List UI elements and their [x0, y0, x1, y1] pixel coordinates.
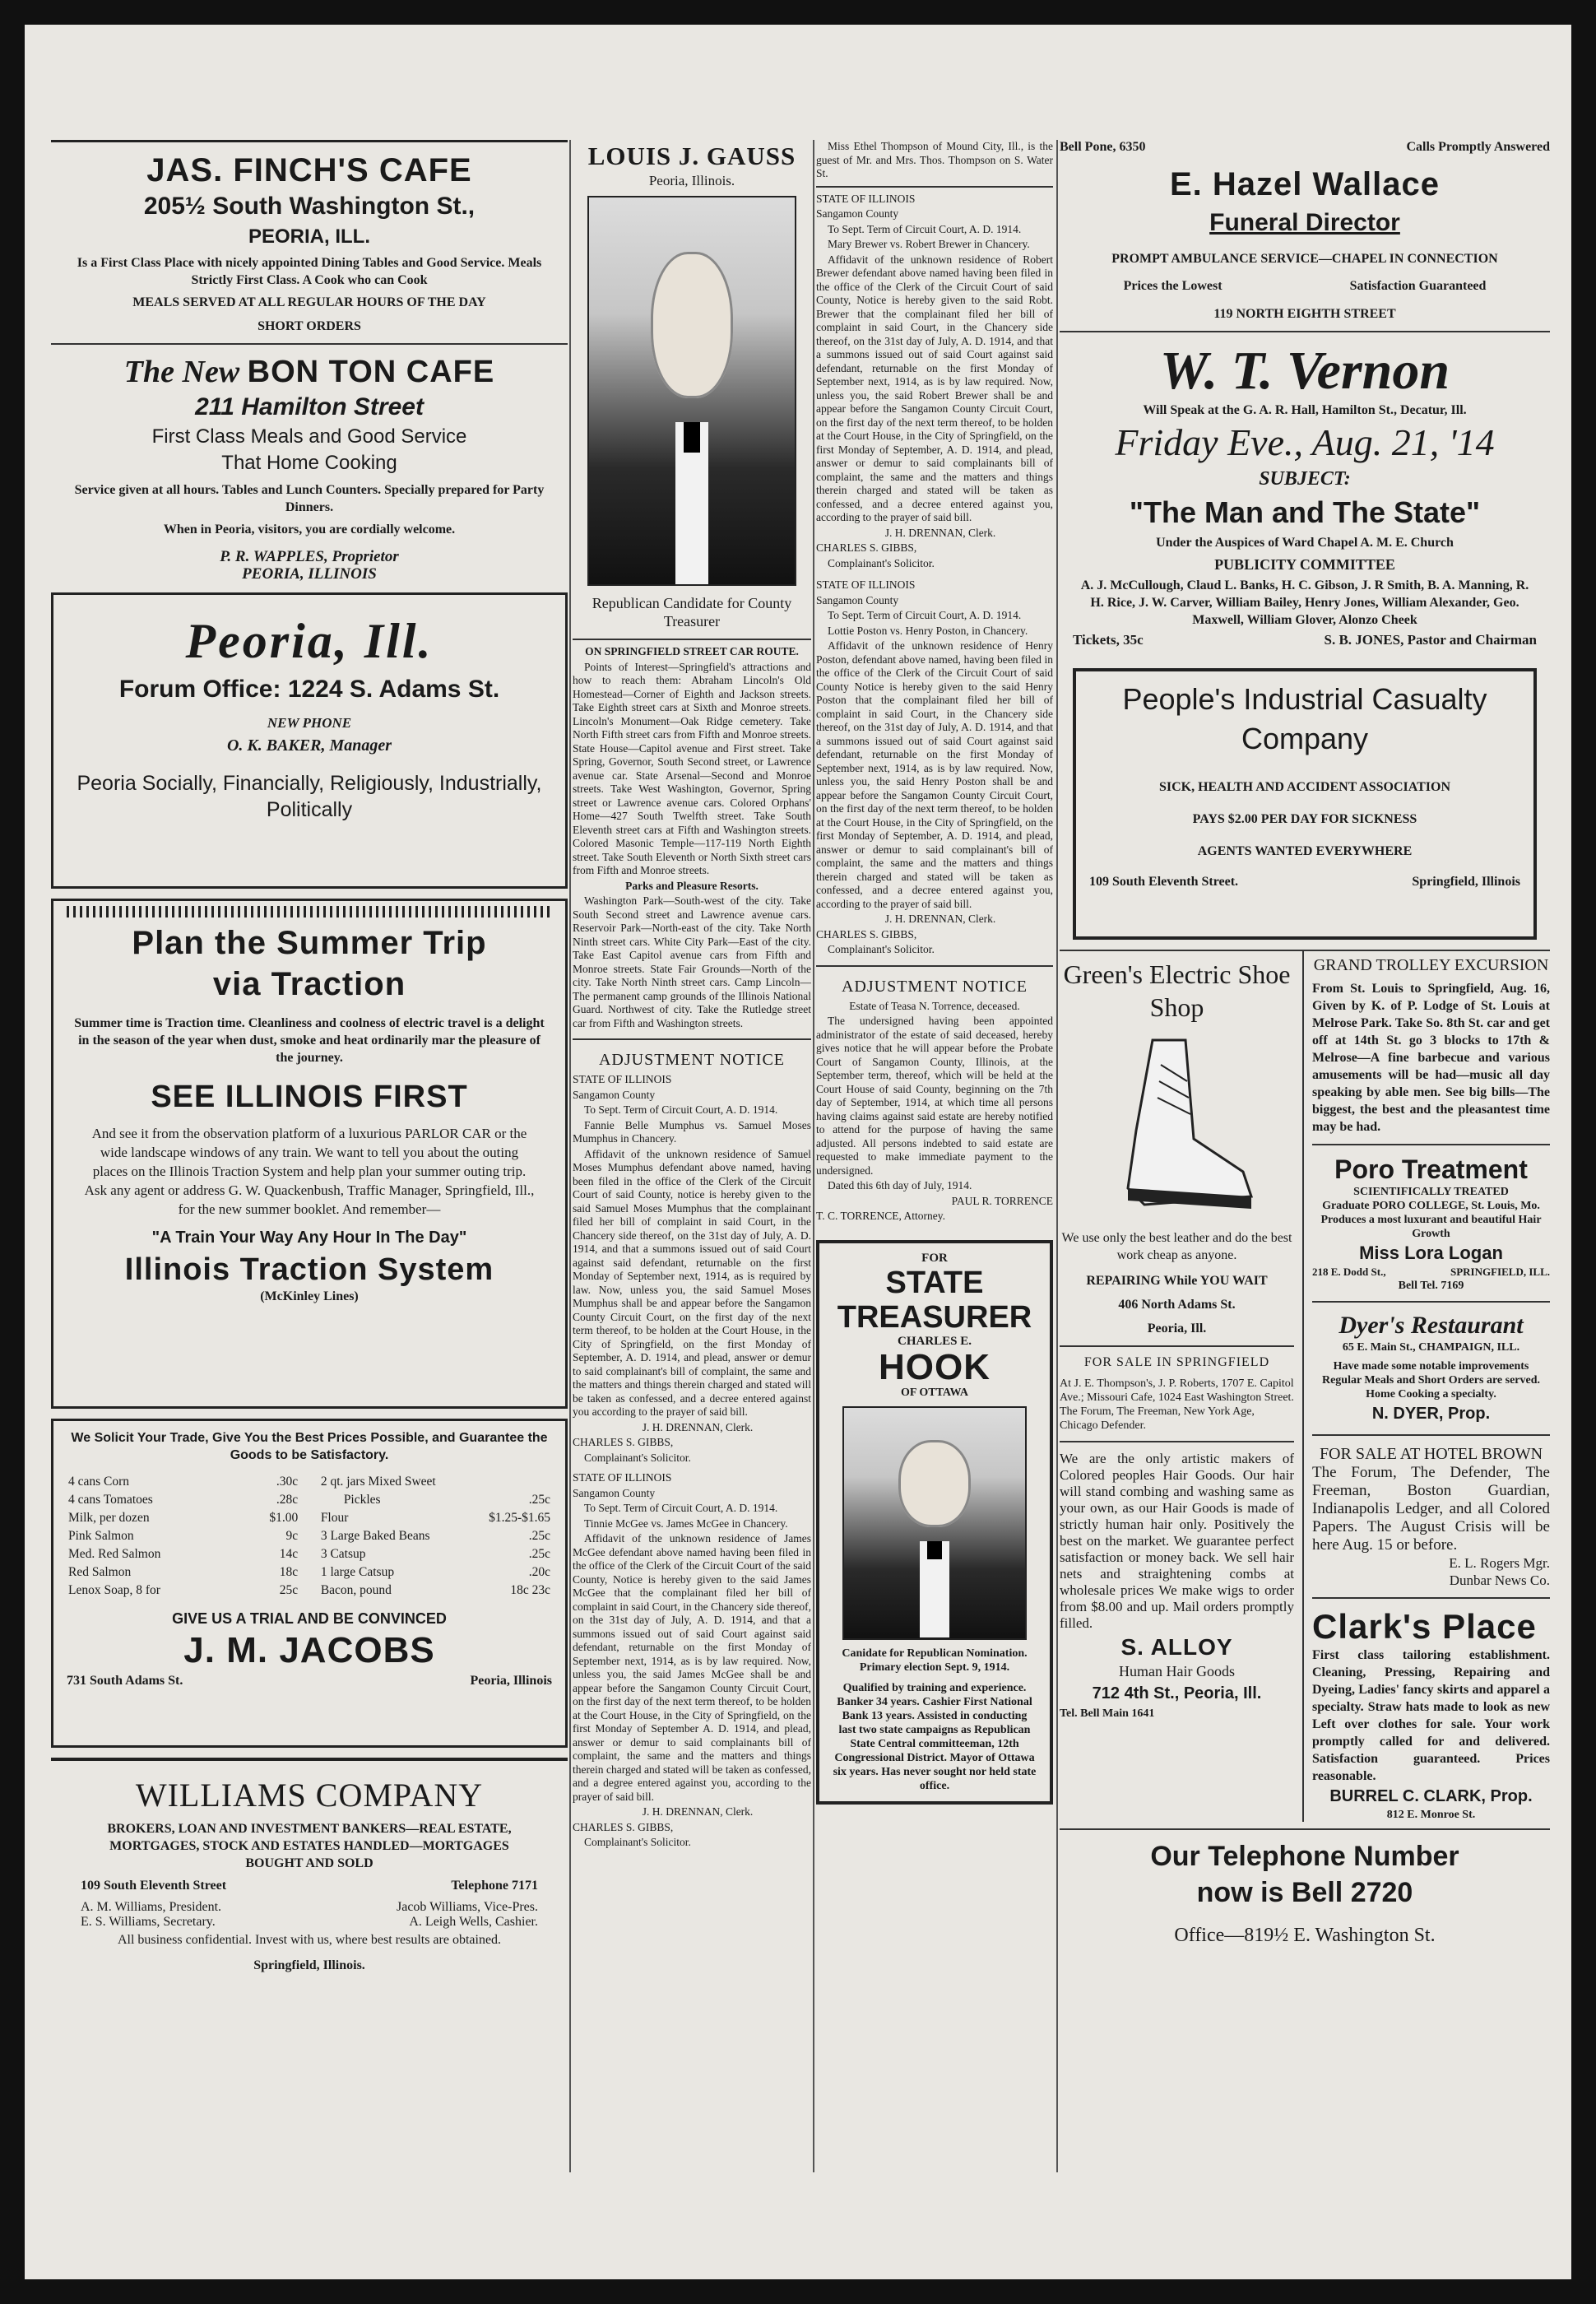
- williams-address: 109 South Eleventh Street: [81, 1879, 227, 1893]
- williams-city: Springfield, Illinois.: [253, 1958, 365, 1972]
- price-row: 4 cans Corn .30c: [68, 1475, 299, 1489]
- telephone-line1: Our Telephone Number: [1150, 1841, 1459, 1872]
- case-title: Tinnie McGee vs. James McGee in Chancery.: [584, 1517, 788, 1530]
- clark-ad: [1312, 1607, 1550, 1822]
- wallace-satisfaction: Satisfaction Guaranteed: [1349, 279, 1487, 293]
- poston-notice: [816, 578, 1053, 957]
- jacobs-intro: We Solicit Your Trade, Give You the Best Prices Possible, and Guarantee the Goods to be Satisfactory.: [71, 1431, 548, 1462]
- term-line: To Sept. Term of Circuit Court, A. D. 1914.: [584, 1103, 778, 1116]
- notice-body: Affidavit of the unknown residence of James McGee defendant above named having been filed in the office of the Clerk of the Circuit Court of the said County, Notice is hereby given to the said James McGee that the complainant filed her bill of complaint in said Court, in the Chancery side thereof, on the 31st day of July, A. D. 1914, and that a summons issued out of said Court against said defendant, returnable on the first Monday of September next, 1914, as is by law required. Now, unless you, the said James McGee shall be and appear before the Sangamon County Circuit Court, on the first day of the next term thereof, to be holden at the Court House, in the City of Springfield, on the first Monday of September A. D. 1914, and plead, answer or demur to said complainants bill of complaint, the same and the matters and things therein charged and stated will be taken as confessed, and a degree entered against you, according to the prayer of said bill.: [573, 1532, 811, 1803]
- vernon-tickets: Tickets, 35c: [1073, 632, 1144, 648]
- term-line: To Sept. Term of Circuit Court, A. D. 1914.: [584, 1502, 778, 1514]
- hook-caption: Canidate for Republican Nomination. Primary election Sept. 9, 1914.: [842, 1647, 1028, 1674]
- trolley-text: From St. Louis to Springfield, Aug. 16, Given by K. of P. Lodge of St. Louis at Melrose Park. Take So. 8th St. car and get off at 14th St. go 3 blocks to 17th & Melrose—A fine barbecue and various amusements will be had—music all day speaking by able men. See big bills—The biggest, the best and the pleasantest time may be had.: [1312, 982, 1550, 1134]
- county-label: Sangamon County: [816, 207, 899, 220]
- state-label: STATE OF ILLINOIS: [573, 1471, 672, 1484]
- column-4: [1060, 140, 1550, 2172]
- williams-note: All business confidential. Invest with us, where best results are obtained.: [117, 1933, 502, 1947]
- telephone-office: Office—819½ E. Washington St.: [1174, 1925, 1436, 1946]
- peoples-line2: PAYS $2.00 PER DAY FOR SICKNESS: [1192, 812, 1417, 826]
- clerk-signature: J. H. DRENNAN, Clerk.: [642, 1805, 754, 1818]
- wallace-ad: [1060, 140, 1550, 323]
- case-title: Lottie Poston vs. Henry Poston, in Chancery.: [828, 624, 1028, 637]
- wallace-title: Funeral Director: [1209, 209, 1400, 236]
- newspaper-page: [25, 25, 1571, 2279]
- jacobs-name: J. M. JACOBS: [183, 1630, 435, 1670]
- county-label: Sangamon County: [573, 1088, 656, 1101]
- wallace-prices: Prices the Lowest: [1123, 279, 1223, 293]
- williams-phone: Telephone 7171: [451, 1879, 538, 1893]
- price-row: Bacon, pound 18c 23c: [320, 1583, 550, 1597]
- poro-tel: Bell Tel. 7169: [1398, 1280, 1464, 1292]
- price-row: 3 Large Baked Beans .25c: [320, 1529, 550, 1543]
- forsale-springfield: [1060, 1355, 1294, 1433]
- trolley-title: GRAND TROLLEY EXCURSION: [1313, 956, 1549, 974]
- solicitor-title: Complainant's Solicitor.: [828, 556, 935, 569]
- williams-desc: BROKERS, LOAN AND INVESTMENT BANKERS—REAL ESTATE, MORTGAGES, STOCK AND ESTATES HANDLED—MORTGAGES BOUGHT AND SOLD: [107, 1822, 512, 1870]
- greek-key-border: [67, 906, 552, 917]
- peoples-city: Springfield, Illinois: [1412, 875, 1520, 889]
- vernon-committee: PUBLICITY COMMITTEE: [1214, 556, 1395, 573]
- vernon-ad: [1060, 341, 1550, 648]
- notice-body: Affidavit of the unknown residence of Robert Brewer defendant above named having been filed in the office of the Clerk of the Circuit Court of said County, Notice is hereby given to the said Robt. Brewer that the complainant filed her bill of complaint in said Court, in the Chancery side thereof, on the 31st day of July, A. D. 1914, and that a summons issued out of said Court against said defendant, returnable on the first Monday of September next, 1914, as is by law required. Now, unless you, the said Robert Brewer shall be and appear before the Sangamon County Circuit Court, on the first day of the next term thereof, to be holden at the Court House, in the City of Springfield, on the first Monday of September, A. D. 1914, and plead, answer or demur to said complainants bill of complaint, the same and the matters and things therein charged and stated will be taken as confessed, and a decree entered against you, according to the prayer of said bill.: [816, 253, 1053, 523]
- brewer-notice: [816, 193, 1053, 571]
- traction-text1: Summer time is Traction time. Cleanliness and coolness of electric travel is a delight in the season of the year when dust, smoke and heat ordinarily mar the pleasure of the journey.: [74, 1016, 545, 1065]
- gauss-portrait: [587, 196, 796, 586]
- finch-address: 205½ South Washington St.,: [143, 193, 476, 220]
- price-row: 3 Catsup .25c: [320, 1547, 550, 1561]
- price-row: 4 cans Tomatoes .28c: [68, 1493, 299, 1507]
- adjustment-title: ADJUSTMENT NOTICE: [598, 1051, 786, 1069]
- traction-system: Illinois Traction System: [124, 1252, 494, 1287]
- clark-prop: BURREL C. CLARK, Prop.: [1329, 1787, 1533, 1805]
- wallace-phone: Bell Pone, 6350: [1060, 140, 1146, 154]
- shoe-city: Peoria, Ill.: [1147, 1322, 1207, 1335]
- alloy-tel: Tel. Bell Main 1641: [1060, 1707, 1155, 1720]
- streetcar-text: Points of Interest—Springfield's attractions and how to reach them: Abraham Lincoln's Old Homestead—Corner of Eighth and Jackson streets. Take Eighth street cars at Sixth and Monroe streets. Lincoln's Monument—Oak Ridge cemetery. Take North Fifth street cars from Fifth and Monroe streets. State House—Capitol avenue and First street. Take Spring, Governor, South Second street, or Lawrence avenue car. State Arsenal—Second and Monroe streets. Take West Washington, Governor, Spring street or Lawrence avenue cars. Colored Orphans' Home—427 South Twelfth street. Take South Eleventh street cars at Fifth and Washington streets. Colored Masonic Temple—117-119 North Eighth street. Take South Eleventh or North Sixth street cars from Fifth and Monroe streets.: [573, 660, 811, 876]
- solicitor-name: CHARLES S. GIBBS,: [816, 541, 917, 554]
- forsale-hotel-mgr: E. L. Rogers Mgr.: [1449, 1555, 1550, 1571]
- gauss-caption: Republican Candidate for County Treasurer: [592, 595, 792, 629]
- williams-vice-president: Jacob Williams, Vice-Pres.: [397, 1900, 538, 1914]
- peoples-address: 109 South Eleventh Street.: [1089, 875, 1239, 889]
- bonton-welcome: When in Peoria, visitors, you are cordially welcome.: [163, 523, 456, 537]
- hook-bio: Qualified by training and experience. Banker 34 years. Cashier First National Bank 13 years. Assisted in conducting last two state campaigns as Republican State Central committeeman, 12th Congressional District. Mayor of Ottawa six years. Has never sought nor held state office.: [833, 1681, 1037, 1792]
- jacobs-city: Peoria, Illinois: [470, 1674, 552, 1688]
- right-subcolumn: [1312, 951, 1550, 1822]
- finch-city: PEORIA, ILL.: [248, 225, 370, 248]
- parks-title: Parks and Pleasure Resorts.: [625, 879, 759, 892]
- vernon-pastor: S. B. JONES, Pastor and Chairman: [1324, 632, 1537, 648]
- finch-cafe-ad: [51, 140, 568, 335]
- column-3: [816, 140, 1053, 2172]
- price-row: Flour $1.25-$1.65: [320, 1511, 550, 1525]
- bonton-name: BON TON CAFE: [247, 355, 495, 389]
- bonton-line1: First Class Meals and Good Service: [151, 425, 467, 448]
- shoe-title: Green's Electric Shoe Shop: [1063, 959, 1291, 1022]
- clark-text: First class tailoring establishment. Cleaning, Pressing, Repairing and Dyeing, Ladies' fancy skirts and apparel a specialty. Straw hats made to look as new Left over clothes for sale. Your work promptly called for and delivered. Satisfaction guaranteed. Prices reasonable.: [1312, 1648, 1550, 1783]
- shoe-icon: [1095, 1032, 1260, 1221]
- finch-short: SHORT ORDERS: [257, 319, 361, 333]
- jacobs-price-list-left: [67, 1472, 299, 1600]
- hook-office: STATE TREASURER: [837, 1265, 1032, 1335]
- parks-text: Washington Park—South-west of the city. Take South Second street and Lawrence avenue cars. Reservoir Park—North-east of the city. Take North Ninth street cars. White City Park—East of the city. Take East Capitol avenue cars from Fifth and Monroe streets. State Fair Grounds—North of the city. Take North Ninth street cars. Camp Lincoln—The permanent camp grounds of the Illinois National Guard. Northwest of city. Take the Rutledge street car from Fifth and Washington streets.: [573, 894, 811, 1029]
- poro-title: Poro Treatment: [1334, 1154, 1528, 1184]
- shoe-repair: REPAIRING While YOU WAIT: [1086, 1274, 1268, 1288]
- case-title: Mary Brewer vs. Robert Brewer in Chancery.: [828, 238, 1030, 250]
- hook-of: OF OTTAWA: [900, 1386, 969, 1399]
- clerk-signature: J. H. DRENNAN, Clerk.: [884, 913, 996, 925]
- shoe-ad: [1060, 958, 1294, 1337]
- clark-address: 812 E. Monroe St.: [1386, 1809, 1476, 1821]
- forsale-hotel-title: FOR SALE AT HOTEL BROWN: [1319, 1445, 1543, 1463]
- traction-title2: via Traction: [212, 966, 406, 1002]
- williams-name: WILLIAMS COMPANY: [135, 1777, 484, 1814]
- solicitor-title: Complainant's Solicitor.: [584, 1836, 691, 1848]
- williams-ad: [51, 1758, 568, 1982]
- alloy-address: 712 4th St., Peoria, Ill.: [1092, 1684, 1262, 1702]
- poro-sub: SCIENTIFICALLY TREATED: [1353, 1186, 1509, 1198]
- telephone-notice: [1060, 1828, 1550, 1952]
- mcgee-notice: [573, 1471, 811, 1850]
- county-label: Sangamon County: [816, 593, 899, 606]
- estate-name: Estate of Teasa N. Torrence, deceased.: [849, 999, 1020, 1012]
- alloy-name: S. ALLOY: [1120, 1634, 1233, 1660]
- streetcar-title: ON SPRINGFIELD STREET CAR ROUTE.: [585, 645, 799, 657]
- case-title: Fannie Belle Mumphus vs. Samuel Moses Mumphus in Chancery.: [573, 1118, 811, 1145]
- solicitor-name: CHARLES S. GIBBS,: [816, 927, 917, 941]
- forsale-spfld-text: At J. E. Thompson's, J. P. Roberts, 1707 E. Capitol Ave.; Missouri Cafe, 1024 East Washington Street. The Forum, The Freeman, New York Age, Chicago Defender.: [1060, 1377, 1294, 1432]
- thompson-text: Miss Ethel Thompson of Mound City, Ill., is the guest of Mr. and Mrs. Thos. Thompson on S. Water St.: [816, 140, 1053, 179]
- telephone-line2: now is Bell 2720: [1196, 1877, 1413, 1908]
- adjustment-title: ADJUSTMENT NOTICE: [841, 977, 1028, 996]
- dyer-ad: [1312, 1311, 1550, 1426]
- price-row: 2 qt. jars Mixed Sweet: [320, 1475, 436, 1489]
- clark-title: Clark's Place: [1312, 1607, 1537, 1646]
- hook-for: FOR: [921, 1251, 948, 1265]
- price-row: 1 large Catsup .20c: [320, 1565, 550, 1579]
- alloy-sub: Human Hair Goods: [1119, 1663, 1235, 1679]
- dyer-title: Dyer's Restaurant: [1339, 1312, 1524, 1339]
- state-label: STATE OF ILLINOIS: [573, 1073, 672, 1085]
- traction-ad: [51, 899, 568, 1409]
- jacobs-address: 731 South Adams St.: [67, 1674, 183, 1688]
- hook-portrait: [842, 1406, 1027, 1640]
- administrator-name: PAUL R. TORRENCE: [951, 1194, 1053, 1207]
- alloy-ad: [1060, 1451, 1294, 1721]
- wallace-name: E. Hazel Wallace: [1170, 166, 1440, 202]
- notice-body: The undersigned having been appointed administrator of the estate of said deceased, hereby gives notice that he will appear before the Probate Court of Sangamon County, Illinois, at the September term, thereof, which will be held at the Court House of said County, beginning on the 7th day of September, 1914, at which time all persons having claims against said estate are hereby notified to attend for the purpose of having the same adjusted. All persons indebted to said estate are requested to make immediate payment to the undersigned.: [816, 1015, 1053, 1177]
- wallace-service: PROMPT AMBULANCE SERVICE—CHAPEL IN CONNECTION: [1111, 252, 1498, 266]
- notice-body: Affidavit of the unknown residence of Samuel Moses Mumphus defendant above named, having been filed in the office of the Clerk of the Circuit Court of said County, notice is hereby given to the said Samuel Moses Mumphus that the complainant filed her bill of complaint in said Court, in the Chancery side thereof, on the 31st day of July, A. D. 1914, and that a summons issued out of said Court against said defendant, returnable on the first Monday of September next, 1914, as is required by law. Now, unless you, the said Samuel Moses Mumphus shall be and appear before the Sangamon County Circuit Court, on the first day of the next term thereof, to be holden at the Court House, in the City of Springfield, on the first Monday of September, A. D. 1914, and plead, answer or demur to said complainant's bill of complaint, the same and the matters and things therein charged and stated will be taken as confessed, and a decree entered against you according to the prayer of said bill.: [573, 1147, 811, 1418]
- state-label: STATE OF ILLINOIS: [816, 578, 916, 591]
- peoples-ad: [1073, 668, 1537, 940]
- finch-name: JAS. FINCH'S CAFE: [146, 152, 472, 188]
- solicitor-title: Complainant's Solicitor.: [828, 943, 935, 955]
- forsale-hotel-co: Dunbar News Co.: [1449, 1572, 1550, 1588]
- notice-date: Dated this 6th day of July, 1914.: [828, 1179, 972, 1191]
- jacobs-ad: [51, 1419, 568, 1748]
- torrence-notice: [816, 975, 1053, 1224]
- hook-ad: [816, 1240, 1053, 1805]
- bonton-cafe-ad: [51, 353, 568, 583]
- traction-see: SEE ILLINOIS FIRST: [151, 1080, 468, 1114]
- gauss-name: LOUIS J. GAUSS: [587, 142, 796, 170]
- dyer-prop: N. DYER, Prop.: [1371, 1405, 1491, 1423]
- dyer-address: 65 E. Main St., CHAMPAIGN, ILL.: [1342, 1341, 1520, 1354]
- price-row: Pink Salmon 9c: [68, 1529, 299, 1543]
- hook-last: HOOK: [879, 1346, 991, 1387]
- state-label: STATE OF ILLINOIS: [816, 192, 916, 205]
- dyer-text: Have made some notable improvements Regular Meals and Short Orders are served. Home Cooking a specialty.: [1321, 1360, 1541, 1401]
- solicitor-name: CHARLES S. GIBBS,: [573, 1820, 674, 1833]
- streetcar-article: [573, 645, 811, 1030]
- column-rule: [813, 140, 814, 2172]
- forum-office: Forum Office: 1224 S. Adams St.: [118, 676, 500, 703]
- bonton-line2: That Home Cooking: [221, 452, 397, 474]
- clerk-signature: J. H. DRENNAN, Clerk.: [884, 526, 996, 539]
- vernon-date: Friday Eve., Aug. 21, '14: [1115, 421, 1495, 463]
- solicitor-name: CHARLES S. GIBBS,: [573, 1436, 674, 1448]
- term-line: To Sept. Term of Circuit Court, A. D. 1914.: [828, 609, 1022, 621]
- price-row: Lenox Soap, 8 for 25c: [68, 1583, 299, 1597]
- wallace-address: 119 NORTH EIGHTH STREET: [1213, 307, 1396, 321]
- price-row: Pickles .25c: [343, 1493, 550, 1507]
- shoe-text: We use only the best leather and do the best work cheap as anyone.: [1061, 1231, 1292, 1262]
- jacobs-trial: GIVE US A TRIAL AND BE CONVINCED: [172, 1610, 447, 1627]
- clerk-signature: J. H. DRENNAN, Clerk.: [642, 1420, 754, 1433]
- mumphus-notice: [573, 1048, 811, 1465]
- forum-tagline: Peoria Socially, Financially, Religiously, Industrially, Politically: [77, 772, 542, 821]
- forum-ad: [51, 592, 568, 889]
- bonton-proprietor: P. R. WAPPLES, Proprietor: [220, 548, 399, 565]
- jacobs-price-list-right: [319, 1472, 552, 1600]
- column-rule: [1056, 140, 1058, 2172]
- vernon-name: W. T. Vernon: [1159, 341, 1450, 401]
- hook-first: CHARLES E.: [897, 1334, 972, 1348]
- williams-president: A. M. Williams, President.: [81, 1900, 222, 1914]
- peoples-line1: SICK, HEALTH AND ACCIDENT ASSOCIATION: [1158, 780, 1451, 794]
- shoe-illustration: [1060, 1024, 1294, 1229]
- wallace-calls: Calls Promptly Answered: [1406, 140, 1550, 154]
- bonton-street: 211 Hamilton Street: [195, 393, 424, 420]
- column-rule: [569, 140, 571, 2172]
- price-row: Red Salmon 18c: [68, 1565, 299, 1579]
- williams-cashier: A. Leigh Wells, Cashier.: [409, 1915, 538, 1929]
- traction-slogan: "A Train Your Way Any Hour In The Day": [151, 1229, 467, 1247]
- peoples-name: People's Industrial Casualty Company: [1122, 682, 1487, 755]
- bonton-name-pre: The New: [123, 355, 240, 389]
- forsale-spfld-title: FOR SALE IN SPRINGFIELD: [1083, 1355, 1270, 1369]
- shoe-address: 406 North Adams St.: [1118, 1298, 1236, 1312]
- bonton-location: PEORIA, ILLINOIS: [242, 565, 377, 583]
- traction-lines: (McKinley Lines): [260, 1289, 359, 1303]
- poro-prod: Produces a most luxurant and beautiful Hair Growth: [1320, 1214, 1542, 1240]
- column-1: [51, 140, 568, 2172]
- finch-desc: Is a First Class Place with nicely appointed Dining Tables and Good Service. Meals Strictly First Class. A Cook who can Cook: [77, 256, 542, 287]
- forum-manager: O. K. BAKER, Manager: [226, 736, 392, 755]
- traction-text2: And see it from the observation platform of a luxurious PARLOR CAR or the wide landscape windows of any train. We want to tell you about the outing places on the Illinois Traction System and help plan your summer outing trip. Ask any agent or address G. W. Quackenbush, Traffic Manager, Springfield, Ill., for the new summer booklet. And remember—: [84, 1126, 535, 1217]
- solicitor-title: Complainant's Solicitor.: [584, 1451, 691, 1464]
- vernon-members: A. J. McCullough, Claud L. Banks, H. C. Gibson, J. R Smith, B. A. Manning, R. H. Rice, J. W. Carver, William Bailey, Henry Jones, William Alexander, Geo. Maxwell, William Glover, Alonzo Cheek: [1080, 578, 1529, 627]
- column-2: [573, 140, 811, 2172]
- gauss-ad: [573, 140, 811, 630]
- forsale-hotel: [1312, 1444, 1550, 1589]
- vernon-speak: Will Speak at the G. A. R. Hall, Hamilton St., Decatur, Ill.: [1143, 403, 1467, 417]
- finch-meals: MEALS SERVED AT ALL REGULAR HOURS OF THE DAY: [132, 295, 486, 309]
- county-label: Sangamon County: [573, 1486, 656, 1499]
- thompson-item: [816, 140, 1053, 181]
- bonton-service: Service given at all hours. Tables and Lunch Counters. Specially prepared for Party Dinners.: [74, 483, 545, 514]
- trolley-ad: [1312, 956, 1550, 1136]
- williams-secretary: E. S. Williams, Secretary.: [81, 1915, 216, 1929]
- poro-ad: [1312, 1154, 1550, 1293]
- alloy-text: We are the only artistic makers of Colored peoples Hair Goods. Our hair will stand combing and washing same as your own, as our Hair Goods is made of strictly human hair only. Positively the best on the market. We guarantee perfect satisfaction or money back. We sell hair nets and straightening combs at wholesale prices We make wigs to order from $8.00 and up. Mail orders promptly filled.: [1060, 1451, 1294, 1631]
- traction-title1: Plan the Summer Trip: [132, 925, 487, 961]
- attorney-name: T. C. TORRENCE, Attorney.: [816, 1210, 946, 1222]
- vernon-auspices: Under the Auspices of Ward Chapel A. M. E. Church: [1156, 536, 1454, 550]
- forum-phone: NEW PHONE: [267, 715, 352, 731]
- peoples-line3: AGENTS WANTED EVERYWHERE: [1197, 844, 1413, 858]
- left-subcolumn: [1060, 951, 1294, 1822]
- notice-body: Affidavit of the unknown residence of Henry Poston, defendant above named, having been filed in the office of the Clerk of the Circuit Court of said County Notice is hereby given to the said Henry Poston that the complainant filed her bill of complaint in said Court, in the Chancery side thereof, on the 31st day of July, A. D. 1914, and that a summons issued out of said Court against said defendant, returnable on the first Monday of September next, 1914, as is by law required. Now, unless you, the said Henry Poston shall be and appear before the Sangamon County Circuit Court, on the first day of the next term thereof, to be holden at the Court House, in the City of Springfield, on the first Monday of September, A. D. 1914, and plead, answer or demur to said complainant's bill of complaint, the same and the matters and things therein charged and stated will be taken as confessed, and a decree entered against you, according to the prayer of said bill.: [816, 639, 1053, 910]
- column-rule: [1302, 951, 1304, 1822]
- poro-name: Miss Lora Logan: [1359, 1243, 1503, 1263]
- poro-grad: Graduate PORO COLLEGE, St. Louis, Mo.: [1322, 1200, 1540, 1212]
- vernon-topic: "The Man and The State": [1129, 495, 1481, 529]
- forum-title: Peoria, Ill.: [185, 614, 434, 668]
- gauss-city: Peoria, Illinois.: [648, 173, 735, 188]
- term-line: To Sept. Term of Circuit Court, A. D. 1914.: [828, 222, 1022, 235]
- poro-city: SPRINGFIELD, ILL.: [1450, 1266, 1550, 1278]
- price-row: Milk, per dozen $1.00: [68, 1511, 299, 1525]
- forsale-hotel-text: The Forum, The Defender, The Freeman, Boston Guardian, Indianapolis Ledger, and all Colored Papers. The August Crisis will be here Aug. 15 or before.: [1312, 1464, 1550, 1554]
- poro-address: 218 E. Dodd St.,: [1312, 1266, 1386, 1278]
- price-row: Med. Red Salmon 14c: [68, 1547, 299, 1561]
- vernon-subject: SUBJECT:: [1259, 468, 1351, 490]
